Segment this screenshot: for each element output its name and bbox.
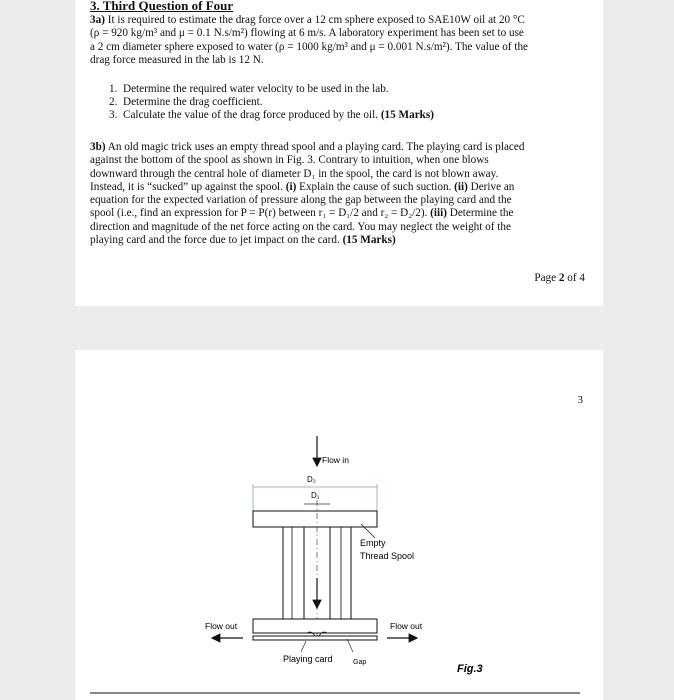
list-item: 2. Determine the drag coefficient. <box>109 96 263 108</box>
question-heading: 3. Third Question of Four <box>90 0 234 13</box>
q3a-line: It is required to estimate the drag force over a 12 cm sphere exposed to SAE10W oil at 20 °C <box>107 14 525 26</box>
question-3b: 3b) An old magic trick uses an empty thread spool and a playing card. The playing card is placed against the bottom of the spool as shown in Fig. 3. Contrary to intuition, when one blows downward through the central hole of diameter D₁ in the spool, the card is not blown away. Instead, it is “sucked” up against the spool. (i) Explain the cause of such suction. (ii) Derive an equation for the expected variation of pressure along the gap between the playing card and the spool (i.e., find an expression for P = P(r) between r₁ = D₁/2 and r₂ = D₂/2). (iii) Determine the direction and magnitude of the net force acting on the card. You may neglect the weight of the playing card and the force due to jet impact on the card. (15 Marks) <box>90 141 525 247</box>
q3a-line: a 2 cm diameter sphere exposed to water (ρ = 1000 kg/m³ and μ = 0.001 N.s/m²). The value of the <box>90 40 529 53</box>
d1-label: D₁ <box>311 491 320 500</box>
flow-out-right-label: Flow out <box>390 621 423 631</box>
spool-core-right-wall <box>330 527 351 619</box>
document-page-3 <box>75 350 603 700</box>
playing-card-label: Playing card <box>283 654 333 664</box>
page-number: Page 2 of 4 <box>534 272 585 284</box>
q3a-line: (ρ = 920 kg/m³ and μ = 0.1 N.s/m²) flowing at 6 m/s. A laboratory experiment has been set to use <box>90 27 524 40</box>
spool-figure <box>75 350 603 700</box>
d2-label: D₂ <box>307 475 316 484</box>
empty-label: Empty <box>360 538 386 548</box>
document-page-2 <box>75 0 603 306</box>
gap-label: Gap <box>353 659 367 666</box>
spool-core-left-wall <box>283 527 304 619</box>
q3b-label: 3b) <box>90 141 106 153</box>
playing-card <box>253 636 377 640</box>
q3a-label: 3a) <box>90 14 105 26</box>
thread-spool-label: Thread Spool <box>360 551 415 561</box>
question-3a <box>90 14 588 67</box>
page-corner-number: 3 <box>577 394 583 406</box>
list-item: 1. Determine the required water velocity to be used in the lab. <box>109 83 389 95</box>
figure-caption: Fig.3 <box>457 663 483 675</box>
spool-bottom-flange <box>253 619 377 633</box>
spool-top-flange <box>253 511 377 527</box>
list-item: 3. Calculate the value of the drag force produced by the oil. (15 Marks) <box>109 109 434 121</box>
q3a-line: drag force measured in the lab is 12 N. <box>90 53 264 66</box>
flow-in-label: Flow in <box>322 455 349 465</box>
flow-out-left-label: Flow out <box>205 621 238 631</box>
